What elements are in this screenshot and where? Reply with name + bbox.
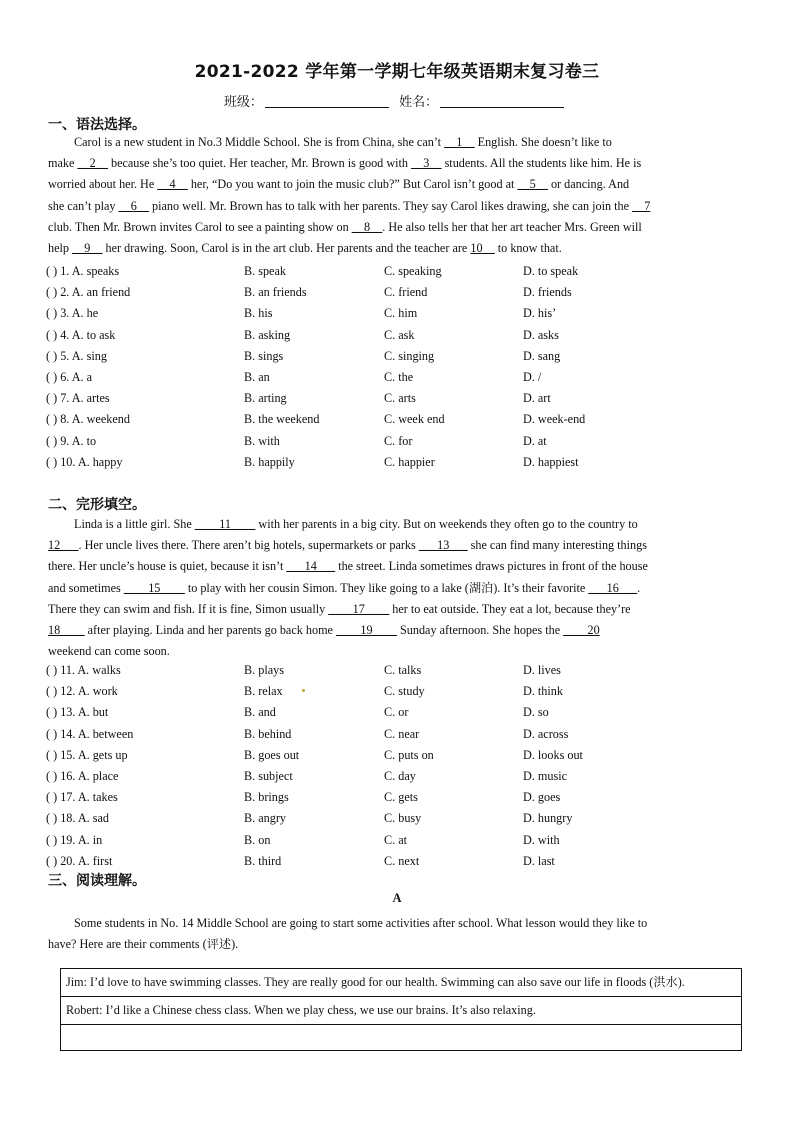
question-option-b[interactable]: B. asking [244, 327, 291, 342]
question-option-a[interactable]: ( ) 6. A. a [46, 369, 93, 384]
question-option-c[interactable]: C. study [384, 684, 425, 699]
section-1-passage [48, 132, 746, 259]
question-option-d[interactable]: D. at [523, 433, 547, 448]
question-option-d[interactable]: D. lives [523, 663, 561, 677]
passage-text: after playing. Linda and her parents go back home [84, 622, 337, 637]
passage-text: worried about her. He [48, 177, 158, 192]
passage-line [48, 535, 746, 556]
passage-text: Carol is a new student in No.3 Middle School. She is from China, she can’t [74, 135, 445, 149]
answer-blank[interactable]: ___14___ [286, 559, 336, 574]
passage-text: help [48, 240, 73, 255]
answer-blank[interactable]: 18____ [48, 622, 85, 637]
question-option-d[interactable]: D. asks [523, 327, 559, 342]
question-option-d[interactable]: D. / [523, 369, 542, 384]
question-row [46, 452, 746, 473]
question-option-d[interactable]: D. with [523, 832, 560, 847]
question-option-a[interactable]: ( ) 11. A. walks [46, 663, 121, 677]
passage-line [48, 153, 746, 174]
question-option-a[interactable]: ( ) 5. A. sing [46, 348, 107, 363]
passage-line [48, 238, 746, 259]
answer-blank[interactable]: __4__ [157, 177, 188, 192]
question-row [46, 261, 746, 282]
class-blank[interactable] [265, 95, 389, 108]
question-option-c[interactable]: C. near [384, 726, 420, 741]
passage-text: to know that. [494, 240, 562, 255]
question-option-a[interactable]: ( ) 12. A. work [46, 684, 118, 699]
question-row [46, 787, 746, 808]
question-option-d[interactable]: D. hungry [523, 811, 573, 826]
answer-blank[interactable]: __7 [632, 198, 651, 213]
passage-text: with her parents in a big city. But on weekends they often go to the country to [255, 517, 638, 531]
question-option-a[interactable]: ( ) 18. A. sad [46, 811, 109, 826]
passage-text: weekend can come soon. [48, 644, 170, 659]
question-option-b[interactable]: B. behind [244, 726, 292, 741]
question-row [46, 346, 746, 367]
question-option-d[interactable]: D. sang [523, 348, 561, 363]
question-option-d[interactable]: D. his’ [523, 306, 557, 321]
question-option-b[interactable]: B. brings [244, 790, 289, 805]
question-option-a[interactable]: ( ) 4. A. to ask [46, 327, 116, 342]
question-row [46, 766, 746, 787]
question-option-b[interactable]: B. relax [244, 684, 283, 699]
section-1-heading: 一、语法选择。 [48, 117, 146, 133]
answer-blank[interactable]: __9__ [72, 240, 103, 255]
question-option-b[interactable]: B. speak [244, 264, 286, 278]
passage-text: she can find many interesting things [467, 538, 647, 553]
passage-text: there. Her uncle’s house is quiet, because it isn’t [48, 559, 287, 574]
question-option-c[interactable]: C. talks [384, 663, 422, 677]
question-option-a[interactable]: ( ) 13. A. but [46, 705, 109, 720]
question-option-a[interactable]: ( ) 10. A. happy [46, 454, 123, 469]
question-option-b[interactable]: B. sings [244, 348, 284, 363]
question-option-a[interactable]: ( ) 7. A. artes [46, 391, 110, 406]
question-row [46, 851, 746, 872]
passage-line [48, 132, 746, 153]
question-option-c[interactable]: C. busy [384, 811, 422, 826]
passage-text: English. She doesn’t like to [474, 135, 612, 149]
question-option-c[interactable]: C. arts [384, 391, 416, 406]
answer-blank[interactable]: __8__ [351, 219, 383, 234]
passage-text: students. All the students like him. He is [441, 156, 642, 171]
passage-text: piano well. Mr. Brown has to talk with her parents. They say Carol likes drawing, she can join the [148, 198, 633, 213]
passage-line [48, 196, 746, 217]
question-row [46, 702, 746, 723]
question-option-c[interactable]: C. next [384, 853, 420, 868]
comment-row [61, 1025, 742, 1051]
question-option-a[interactable]: ( ) 16. A. place [46, 768, 119, 783]
page-title: 2021-2022 学年第一学期七年级英语期末复习卷三 [194, 62, 600, 82]
passage-line [48, 599, 746, 620]
passage-text: because she’s too quiet. Her teacher, Mr. Brown is good with [107, 156, 412, 171]
answer-blank[interactable]: __1__ [444, 135, 475, 149]
question-option-b[interactable]: B. an friends [244, 285, 307, 300]
question-row [46, 388, 746, 409]
question-option-a[interactable]: ( ) 1. A. speaks [46, 264, 120, 278]
question-row [46, 830, 746, 851]
question-option-a[interactable]: ( ) 3. A. he [46, 306, 99, 321]
comment-empty [61, 1025, 742, 1051]
question-option-c[interactable]: C. for [384, 433, 413, 448]
question-row [46, 745, 746, 766]
question-row [46, 367, 746, 388]
question-option-a[interactable]: ( ) 17. A. takes [46, 790, 118, 805]
name-blank[interactable] [440, 95, 564, 108]
comments-table [60, 968, 742, 1051]
question-option-c[interactable]: C. at [384, 832, 408, 847]
question-option-c[interactable]: C. puts on [384, 747, 434, 762]
question-option-b[interactable]: B. plays [244, 663, 284, 677]
question-option-c[interactable]: C. friend [384, 285, 428, 300]
class-label: 班级： [223, 95, 263, 110]
answer-blank[interactable]: 10__ [470, 240, 495, 255]
passage-line [48, 174, 746, 195]
question-option-c[interactable]: C. or [384, 705, 409, 720]
answer-blank[interactable]: ___13___ [418, 538, 468, 553]
question-option-b[interactable]: B. and [244, 705, 276, 720]
passage-text: her drawing. Soon, Carol is in the art club. Her parents and the teacher are [102, 240, 471, 255]
passage-line [48, 514, 746, 535]
question-row [46, 724, 746, 745]
passage-text: and sometimes [48, 580, 124, 595]
question-option-a[interactable]: ( ) 9. A. to [46, 433, 97, 448]
answer-blank[interactable]: __3__ [411, 156, 442, 171]
question-option-b[interactable]: B. his [244, 306, 273, 321]
question-option-d[interactable]: D. across [523, 726, 569, 741]
question-option-c[interactable]: C. singing [384, 348, 435, 363]
question-option-a[interactable]: ( ) 20. A. first [46, 853, 113, 868]
question-option-d[interactable]: D. music [523, 768, 568, 783]
question-option-a[interactable]: ( ) 2. A. an friend [46, 285, 131, 300]
passage-text: . [637, 580, 641, 595]
question-option-c[interactable]: C. day [384, 768, 416, 783]
name-label: 姓名： [399, 95, 439, 110]
question-option-d[interactable]: D. so [523, 705, 549, 720]
question-row [46, 409, 746, 430]
passage-text: . He also tells her that her art teacher Mrs. Green will [382, 219, 642, 234]
passage-text: her to eat outside. They eat a lot, because they’re [389, 601, 631, 616]
passage-line [48, 578, 746, 599]
question-option-a[interactable]: ( ) 14. A. between [46, 726, 134, 741]
question-option-c[interactable]: C. happier [384, 454, 435, 469]
answer-blank[interactable]: ____17____ [328, 601, 390, 616]
answer-blank[interactable]: ____19____ [336, 622, 397, 637]
section-2-questions [46, 660, 746, 872]
passage-text: . Her uncle lives there. There aren’t big hotels, supermarkets or parks [78, 538, 419, 553]
question-option-b[interactable]: B. with [244, 433, 280, 448]
answer-blank[interactable]: ____20 [563, 622, 600, 637]
question-row [46, 325, 746, 346]
question-option-b[interactable]: B. third [244, 853, 282, 868]
question-option-b[interactable]: B. arting [244, 391, 287, 406]
passage-line [48, 620, 746, 641]
section-2-heading: 二、完形填空。 [48, 497, 146, 513]
question-option-c[interactable]: C. him [384, 306, 418, 321]
question-row [46, 282, 746, 303]
answer-blank[interactable]: __6__ [118, 198, 149, 213]
question-option-b[interactable]: B. an [244, 369, 270, 384]
question-option-b[interactable]: B. happily [244, 454, 295, 469]
comment-row [61, 969, 742, 997]
question-option-c[interactable]: C. speaking [384, 264, 442, 278]
reading-part-label: A [392, 891, 402, 905]
question-row [46, 303, 746, 324]
question-option-a[interactable]: ( ) 8. A. weekend [46, 412, 130, 427]
stray-dot [302, 689, 305, 692]
question-row [46, 431, 746, 452]
reading-intro-line: have? Here are their comments (评述). [48, 937, 239, 952]
section-1-questions [46, 261, 746, 473]
answer-blank[interactable]: 12___ [48, 538, 79, 553]
question-row [46, 660, 746, 681]
passage-text: There they can swim and fish. If it is fine, Simon usually [48, 601, 329, 616]
passage-text: her, “Do you want to join the music club?” But Carol isn’t good at [187, 177, 518, 192]
passage-text: Sunday afternoon. She hopes the [396, 622, 564, 637]
question-option-a[interactable]: ( ) 15. A. gets up [46, 747, 128, 762]
question-option-c[interactable]: C. gets [384, 790, 418, 805]
question-option-b[interactable]: B. angry [244, 811, 286, 826]
passage-line [48, 217, 746, 238]
question-option-d[interactable]: D. to speak [523, 264, 579, 278]
question-option-a[interactable]: ( ) 19. A. in [46, 832, 103, 847]
answer-blank[interactable]: __2__ [77, 156, 108, 171]
passage-text: Linda is a little girl. She [74, 517, 195, 531]
reading-intro [48, 913, 746, 955]
question-row [46, 808, 746, 829]
passage-text: to play with her cousin Simon. They like going to a lake (湖泊). It’s their favorite [184, 580, 589, 595]
student-info-line [0, 91, 794, 110]
question-option-c[interactable]: C. ask [384, 327, 415, 342]
answer-blank[interactable]: ___16___ [588, 580, 638, 595]
question-option-d[interactable]: D. art [523, 391, 551, 406]
passage-text: she can’t play [48, 198, 119, 213]
question-option-c[interactable]: C. the [384, 369, 414, 384]
question-option-d[interactable]: D. goes [523, 790, 561, 805]
passage-text: the street. Linda sometimes draws pictures in front of the house [335, 559, 648, 574]
passage-text: club. Then Mr. Brown invites Carol to see a painting show on [48, 219, 352, 234]
section-2-passage [48, 514, 746, 662]
question-option-b[interactable]: B. goes out [244, 747, 300, 762]
passage-text: or dancing. And [547, 177, 630, 192]
question-option-b[interactable]: B. subject [244, 768, 293, 783]
question-option-d[interactable]: D. looks out [523, 747, 583, 762]
comment-row [61, 997, 742, 1025]
question-option-d[interactable]: D. happiest [523, 454, 579, 469]
passage-line [48, 556, 746, 577]
comment-jim: Jim: I’d love to have swimming classes. They are really good for our health. Swimming can also save our life in floods (洪水). [61, 969, 742, 997]
question-option-d[interactable]: D. week-end [523, 412, 586, 427]
passage-text: make [48, 156, 78, 171]
question-row [46, 681, 746, 702]
answer-blank[interactable]: __5__ [517, 177, 548, 192]
question-option-d[interactable]: D. friends [523, 285, 572, 300]
question-option-d[interactable]: D. think [523, 684, 563, 699]
question-option-b[interactable]: B. on [244, 832, 271, 847]
reading-intro-line: Some students in No. 14 Middle School are going to start some activities after school. What lesson would they like to [74, 916, 648, 930]
comment-robert: Robert: I’d like a Chinese chess class. When we play chess, we use our brains. It’s also relaxing. [61, 997, 742, 1025]
question-option-b[interactable]: B. the weekend [244, 412, 320, 427]
question-option-c[interactable]: C. week end [384, 412, 445, 427]
answer-blank[interactable]: ____15____ [123, 580, 185, 595]
question-option-d[interactable]: D. last [523, 853, 555, 868]
section-3-heading: 三、阅读理解。 [48, 873, 146, 889]
answer-blank[interactable]: ____11____ [194, 517, 256, 531]
